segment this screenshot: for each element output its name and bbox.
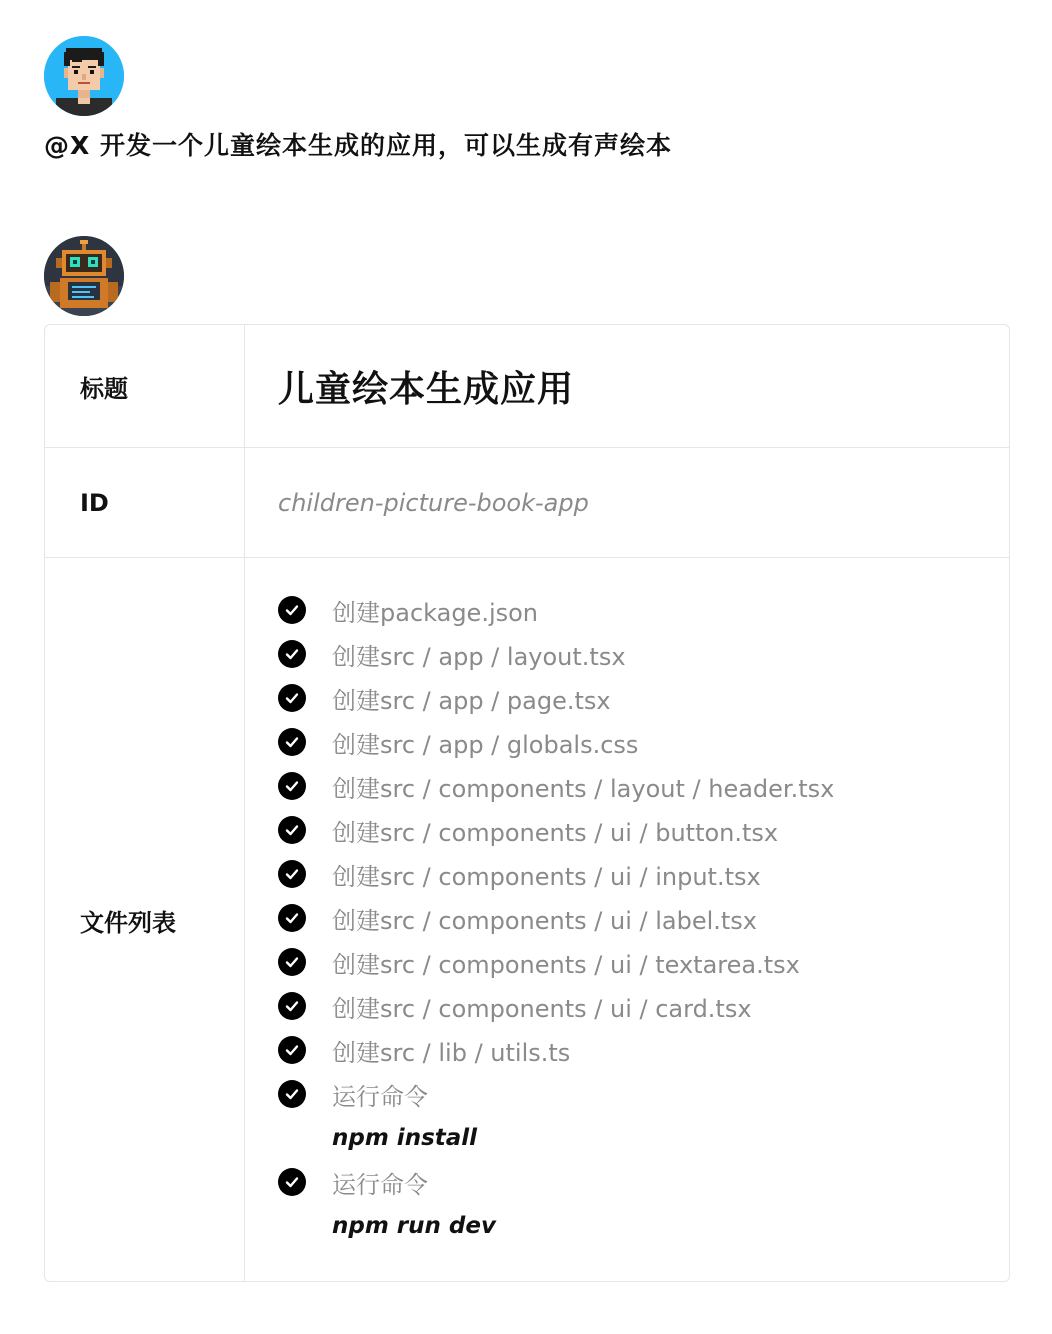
step-text: 创建src / lib / utils.ts <box>332 1038 571 1067</box>
id-value: children-picture-book-app <box>278 488 589 517</box>
command-text: npm run dev <box>332 1213 496 1239</box>
title-value: 儿童绘本生成应用 <box>278 368 575 410</box>
pixel-person-avatar-icon <box>44 36 124 116</box>
files-label: 文件列表 <box>45 558 245 1282</box>
list-item <box>278 764 834 808</box>
list-item <box>278 632 834 676</box>
check-circle-icon <box>278 992 306 1020</box>
check-circle-icon <box>278 772 306 800</box>
list-item <box>278 720 834 764</box>
title-row <box>45 325 1009 447</box>
pixel-robot-avatar-icon <box>44 236 124 316</box>
list-item <box>278 808 834 852</box>
id-value-cell <box>245 448 1009 557</box>
title-label: 标题 <box>45 325 245 447</box>
list-item <box>278 896 834 940</box>
check-circle-icon <box>278 904 306 932</box>
title-value-cell <box>245 325 1009 447</box>
step-text: 创建src / components / ui / label.tsx <box>332 906 758 935</box>
check-circle-icon <box>278 596 306 624</box>
task-info-card <box>44 324 1010 1282</box>
step-text: 创建src / components / ui / textarea.tsx <box>332 950 800 979</box>
step-text: 创建package.json <box>332 598 539 627</box>
user-avatar <box>44 36 124 116</box>
list-item <box>278 676 834 720</box>
check-circle-icon <box>278 684 306 712</box>
check-circle-icon <box>278 816 306 844</box>
bot-avatar <box>44 236 124 316</box>
command-text: npm install <box>332 1125 478 1151</box>
step-text: 创建src / components / ui / input.tsx <box>332 862 761 891</box>
step-text: 创建src / app / page.tsx <box>332 686 611 715</box>
id-label: ID <box>45 448 245 557</box>
list-item <box>278 1028 834 1072</box>
check-circle-icon <box>278 948 306 976</box>
step-text: 创建src / components / ui / card.tsx <box>332 994 752 1023</box>
list-item <box>278 1072 834 1116</box>
check-circle-icon <box>278 1080 306 1108</box>
list-item <box>278 588 834 632</box>
check-circle-icon <box>278 1036 306 1064</box>
check-circle-icon <box>278 1168 306 1196</box>
list-item <box>278 940 834 984</box>
files-row <box>45 557 1009 1282</box>
list-item <box>278 984 834 1028</box>
list-item <box>278 1160 834 1204</box>
step-text: 运行命令 <box>332 1170 428 1199</box>
check-circle-icon <box>278 640 306 668</box>
step-text: 创建src / components / ui / button.tsx <box>332 818 779 847</box>
check-circle-icon <box>278 728 306 756</box>
step-text: 运行命令 <box>332 1082 428 1111</box>
id-row <box>45 447 1009 557</box>
step-text: 创建src / app / globals.css <box>332 730 639 759</box>
list-item <box>278 852 834 896</box>
check-circle-icon <box>278 860 306 888</box>
file-step-list <box>278 588 834 1248</box>
user-message: @X 开发一个儿童绘本生成的应用，可以生成有声绘本 <box>44 131 672 160</box>
step-text: 创建src / components / layout / header.tsx <box>332 774 835 803</box>
step-text: 创建src / app / layout.tsx <box>332 642 626 671</box>
